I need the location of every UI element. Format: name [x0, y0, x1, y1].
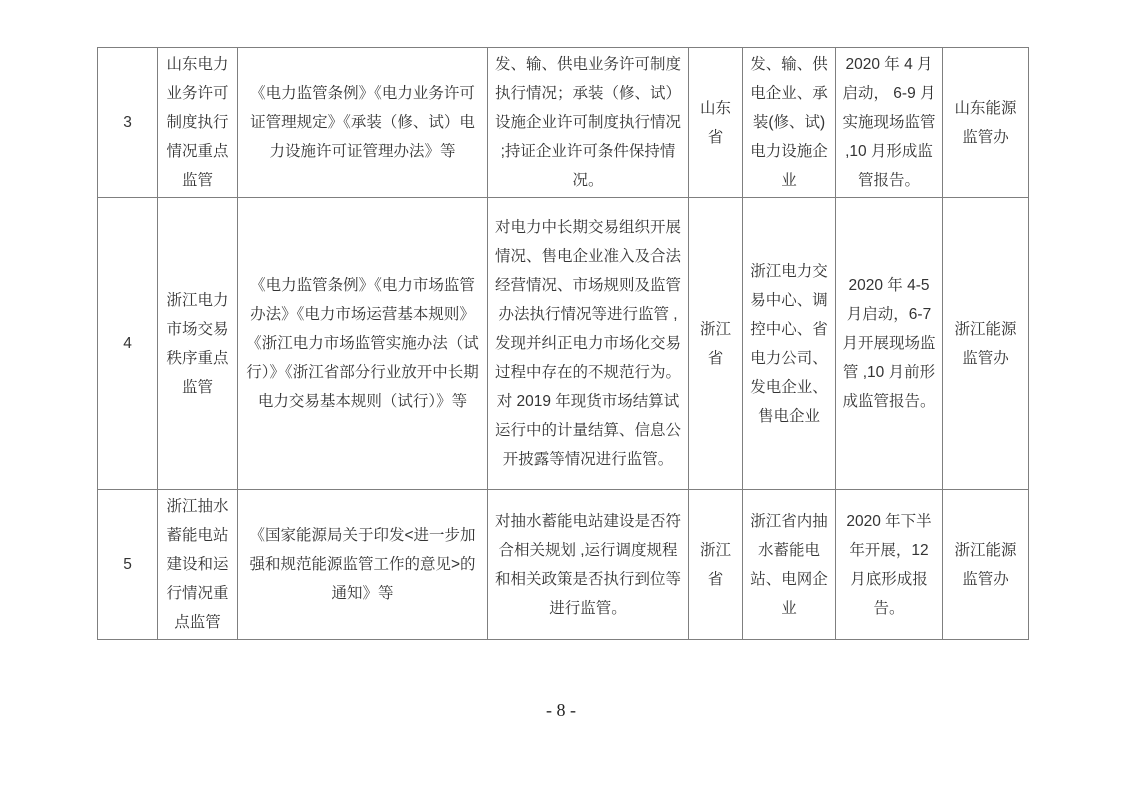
table-row	[98, 198, 1029, 490]
cell-regulatory-basis: 《国家能源局关于印发<进一步加强和规范能源监管工作的意见>的通知》等	[238, 490, 488, 640]
cell-province: 浙江省	[689, 198, 743, 490]
cell-project-name: 山东电力业务许可制度执行情况重点监管	[158, 48, 238, 198]
cell-seq: 3	[98, 48, 158, 198]
cell-seq: 4	[98, 198, 158, 490]
table-row	[98, 48, 1029, 198]
cell-schedule: 2020 年下半年开展，12 月底形成报告。	[836, 490, 943, 640]
cell-regulatory-basis: 《电力监管条例》《电力业务许可证管理规定》《承装（修、试）电力设施许可证管理办法》等	[238, 48, 488, 198]
cell-supervised-entities: 发、输、供电企业、承装(修、试)电力设施企业	[743, 48, 836, 198]
cell-project-name: 浙江抽水蓄能电站建设和运行情况重点监管	[158, 490, 238, 640]
cell-supervised-entities: 浙江电力交易中心、调控中心、省电力公司、发电企业、售电企业	[743, 198, 836, 490]
cell-supervised-entities: 浙江省内抽水蓄能电站、电网企业	[743, 490, 836, 640]
cell-project-name: 浙江电力市场交易秩序重点监管	[158, 198, 238, 490]
cell-seq: 5	[98, 490, 158, 640]
cell-schedule: 2020 年 4 月启动， 6-9 月实施现场监管 ,10 月形成监管报告。	[836, 48, 943, 198]
cell-province: 山东省	[689, 48, 743, 198]
table-row	[98, 490, 1029, 640]
cell-supervision-content: 对抽水蓄能电站建设是否符合相关规划 ,运行调度规程和相关政策是否执行到位等进行监管。	[488, 490, 689, 640]
cell-schedule: 2020 年 4-5 月启动，6-7 月开展现场监管 ,10 月前形成监管报告。	[836, 198, 943, 490]
cell-responsible-agency: 山东能源监管办	[943, 48, 1029, 198]
cell-responsible-agency: 浙江能源监管办	[943, 198, 1029, 490]
cell-supervision-content: 发、输、供电业务许可制度执行情况；承装（修、试）设施企业许可制度执行情况 ;持证企业许可条件保持情况。	[488, 48, 689, 198]
supervision-projects-table	[97, 47, 1029, 640]
cell-province: 浙江省	[689, 490, 743, 640]
page-number: - 8 -	[546, 700, 576, 720]
cell-supervision-content: 对电力中长期交易组织开展情况、售电企业准入及合法经营情况、市场规则及监管办法执行情况等进行监管 ,发现并纠正电力市场化交易过程中存在的不规范行为。对 2019 年现货市场结算试运行中的计量结算、信息公开披露等情况进行监管。	[488, 198, 689, 490]
cell-regulatory-basis: 《电力监管条例》《电力市场监管办法》《电力市场运营基本规则》《浙江电力市场监管实施办法（试行）》《浙江省部分行业放开中长期电力交易基本规则（试行）》等	[238, 198, 488, 490]
cell-responsible-agency: 浙江能源监管办	[943, 490, 1029, 640]
